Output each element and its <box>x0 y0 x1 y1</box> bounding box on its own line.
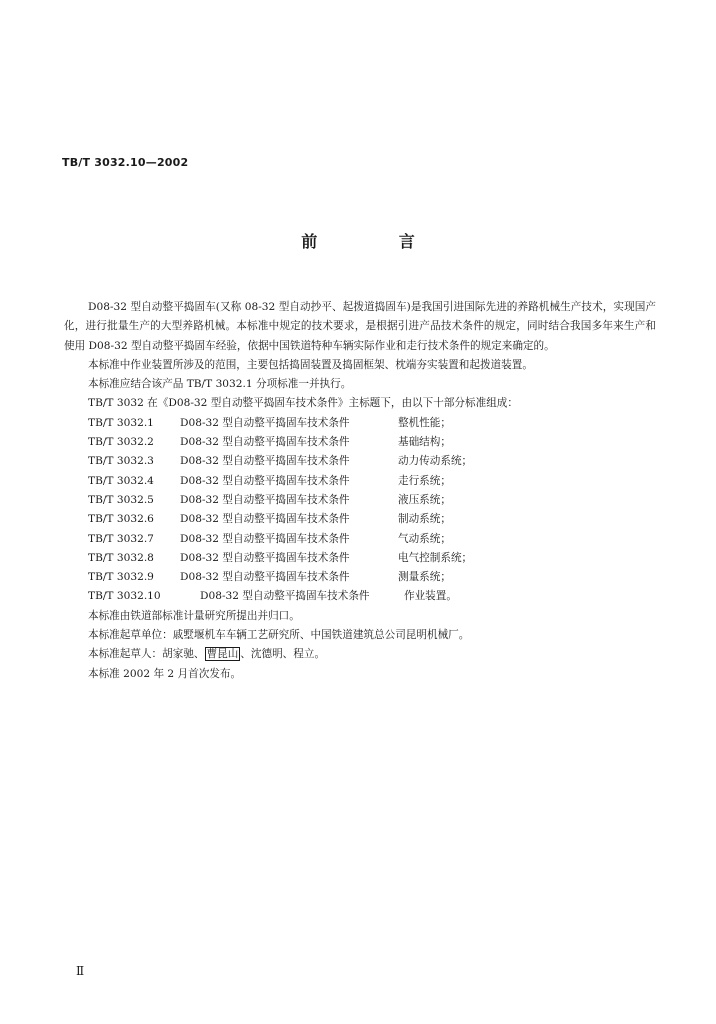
part-number: TB/T 3032.9 <box>88 571 154 584</box>
drafter-name: 胡家驰、 <box>162 648 205 661</box>
list-item <box>64 510 656 529</box>
part-subject: 液压系统； <box>398 493 451 506</box>
part-number: TB/T 3032.5 <box>88 493 154 506</box>
page-title: 前 言 <box>301 232 453 251</box>
part-subject: 整机性能； <box>398 416 451 429</box>
list-item <box>64 433 656 452</box>
part-name: D08-32 型自动整平捣固车技术条件 <box>180 551 350 564</box>
list-item <box>64 472 656 491</box>
paragraph-background: D08-32 型自动整平捣固车(又称 08-32 型自动抄平、起拨道捣固车)是我国引进国际先进的养路机械生产技术，实现国产化，进行批量生产的大型养路机械。本标准中规定的技术要求，是根据引进产品技术条件的规定，同时结合我国多年来生产和使用 D08-32 型自动整平捣固车经验，依据中国铁道特种车辆实际作业和走行技术条件的规定来确定的。 <box>64 301 656 352</box>
part-number: TB/T 3032.3 <box>88 455 154 468</box>
list-item <box>64 587 656 606</box>
page-number: Ⅱ <box>76 964 85 978</box>
foreword-body <box>64 298 656 684</box>
part-number: TB/T 3032.4 <box>88 474 154 487</box>
part-subject: 作业装置。 <box>404 590 457 603</box>
drafter-name-boxed: 曹昆山 <box>206 648 239 661</box>
part-name: D08-32 型自动整平捣固车技术条件 <box>180 532 350 545</box>
paragraph-first-issue: 本标准 2002 年 2 月首次发布。 <box>88 667 242 680</box>
part-number: TB/T 3032.6 <box>88 513 154 526</box>
part-subject: 制动系统； <box>398 513 451 526</box>
part-name: D08-32 型自动整平捣固车技术条件 <box>200 590 370 603</box>
part-number: TB/T 3032.2 <box>88 436 154 449</box>
part-number: TB/T 3032.10 <box>88 590 161 603</box>
part-name: D08-32 型自动整平捣固车技术条件 <box>180 416 350 429</box>
part-number: TB/T 3032.1 <box>88 416 154 429</box>
paragraph-drafting-units: 本标准起草单位：戚墅堰机车车辆工艺研究所、中国铁道建筑总公司昆明机械厂。 <box>88 629 470 642</box>
part-subject: 电气控制系统； <box>398 551 473 564</box>
part-name: D08-32 型自动整平捣固车技术条件 <box>180 571 350 584</box>
list-item <box>64 414 656 433</box>
standard-code: TB/T 3032.10—2002 <box>62 156 189 169</box>
part-name: D08-32 型自动整平捣固车技术条件 <box>180 474 350 487</box>
paragraph-parts-intro: TB/T 3032 在《D08-32 型自动整平捣固车技术条件》主标题下，由以下十部分标准组成： <box>88 397 518 410</box>
list-item <box>64 568 656 587</box>
part-name: D08-32 型自动整平捣固车技术条件 <box>180 436 350 449</box>
part-subject: 走行系统； <box>398 474 451 487</box>
part-subject: 测量系统； <box>398 571 451 584</box>
part-number: TB/T 3032.8 <box>88 551 154 564</box>
list-item <box>64 452 656 471</box>
paragraph-proposer: 本标准由铁道部标准计量研究所提出并归口。 <box>88 609 300 622</box>
paragraph-usage: 本标准应结合该产品 TB/T 3032.1 分项标准一并执行。 <box>88 378 352 391</box>
part-subject: 气动系统； <box>398 532 451 545</box>
part-name: D08-32 型自动整平捣固车技术条件 <box>180 493 350 506</box>
drafters-label: 本标准起草人： <box>88 648 163 661</box>
part-subject: 动力传动系统； <box>398 455 473 468</box>
part-subject: 基础结构； <box>398 436 451 449</box>
part-name: D08-32 型自动整平捣固车技术条件 <box>180 513 350 526</box>
paragraph-scope: 本标准中作业装置所涉及的范围，主要包括捣固装置及捣固框架、枕端夯实装置和起拨道装置。 <box>88 358 533 371</box>
part-number: TB/T 3032.7 <box>88 532 154 545</box>
list-item <box>64 491 656 510</box>
paragraph-drafters <box>64 645 656 664</box>
list-item <box>64 530 656 549</box>
drafter-names-rest: 、沈德明、程立。 <box>240 648 326 661</box>
part-name: D08-32 型自动整平捣固车技术条件 <box>180 455 350 468</box>
list-item <box>64 549 656 568</box>
standard-parts-list <box>64 414 656 607</box>
